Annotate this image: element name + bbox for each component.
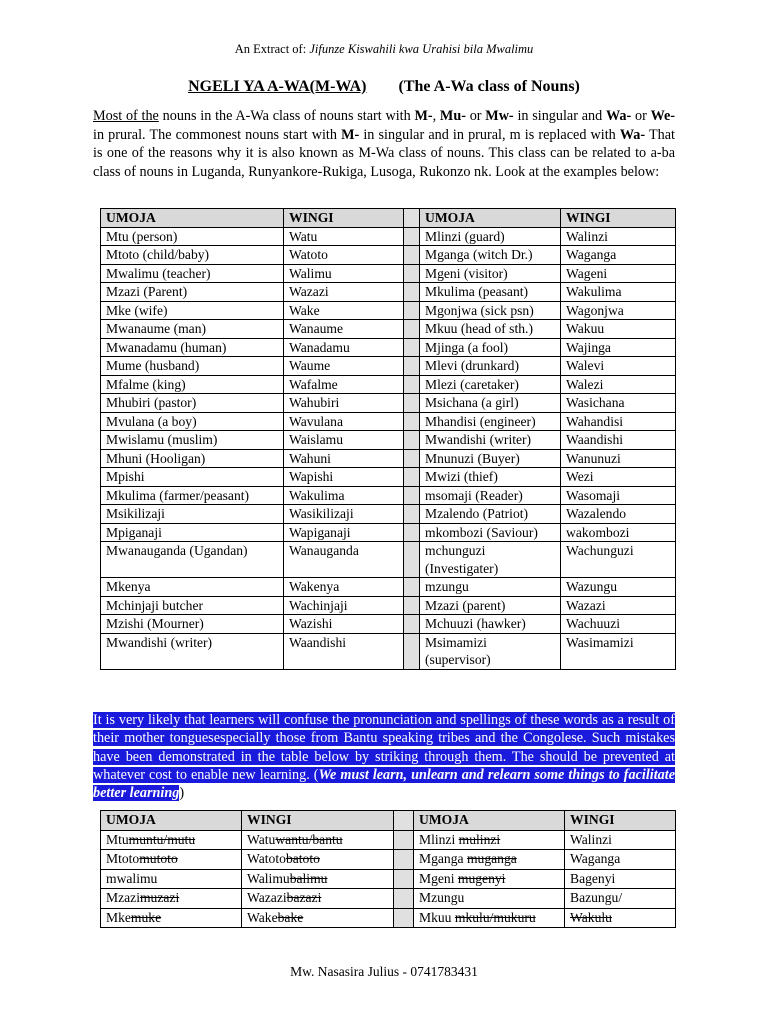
table-cell: Mwislamu (muslim) — [101, 431, 284, 450]
intro-text: in singular and — [513, 108, 606, 124]
table-cell: Mke (wife) — [101, 301, 284, 320]
table-cell — [414, 908, 565, 928]
correct-form: Watoto — [247, 851, 286, 866]
column-separator — [404, 486, 420, 505]
column-separator — [394, 908, 414, 928]
intro-text: nouns in the A-Wa class of nouns start with — [158, 108, 415, 124]
table-row — [101, 264, 676, 283]
column-separator — [394, 811, 414, 831]
table-cell: Wasimamizi — [561, 633, 676, 669]
intro-text: in singular and in prural, m is replaced with — [359, 126, 620, 143]
table-cell: Mlinzi (guard) — [420, 227, 561, 246]
title-sub: (The A-Wa class of Nouns) — [398, 78, 580, 95]
struck-wrong-form: bake — [277, 909, 304, 925]
table-row — [101, 431, 676, 450]
column-header: WINGI — [242, 811, 394, 831]
table-row — [101, 633, 676, 669]
column-separator — [404, 633, 420, 669]
table-cell: Mzishi (Mourner) — [101, 615, 284, 634]
column-separator — [404, 209, 420, 228]
table-cell: Wanauganda — [284, 542, 404, 578]
highlighted-text: It is very likely that learners will confuse the pronunciation and spellings of these words as a result of their mother tonguesespecially those from Bantu speaking tribes and the Congolese. Such mistakes have been demonstrated in the table below by striking through them. The should be prevented at whatever cost to enable new learning. ( — [93, 712, 675, 783]
struck-wrong-form: mugenyi — [457, 870, 506, 886]
table-cell: Mnunuzi (Buyer) — [420, 449, 561, 468]
column-header: WINGI — [565, 811, 676, 831]
column-separator — [394, 830, 414, 850]
table-cell — [565, 830, 676, 850]
correct-form: Mtu — [106, 831, 129, 847]
struck-wrong-form: mulinzi — [458, 831, 501, 847]
column-separator — [404, 468, 420, 487]
column-header: UMOJA — [414, 811, 565, 831]
column-separator — [394, 869, 414, 889]
table-cell — [101, 850, 242, 870]
column-separator — [404, 357, 420, 376]
table-cell: wakombozi — [561, 523, 676, 542]
struck-wrong-form: balimu — [289, 870, 328, 886]
table-cell — [242, 830, 394, 850]
mistakes-table — [100, 810, 676, 928]
table-cell: Watu — [284, 227, 404, 246]
table-cell: Mzazi (Parent) — [101, 283, 284, 302]
table-cell: Wanunuzi — [561, 449, 676, 468]
correct-form: Mtoto — [106, 851, 140, 866]
table-cell — [242, 850, 394, 870]
struck-wrong-form: Wakulu — [570, 909, 612, 925]
correct-form: mwalimu — [106, 870, 158, 886]
struck-wrong-form: bazazi — [286, 890, 322, 905]
table-row — [101, 889, 676, 909]
table-row — [101, 283, 676, 302]
struck-wrong-form: muzazi — [139, 890, 180, 905]
column-separator — [404, 578, 420, 597]
table-cell: Wachinjaji — [284, 596, 404, 615]
table-cell: Mhubiri (pastor) — [101, 394, 284, 413]
table-row — [101, 908, 676, 928]
column-header: UMOJA — [101, 209, 284, 228]
table-row — [101, 375, 676, 394]
table-cell: Msichana (a girl) — [420, 394, 561, 413]
table-row — [101, 246, 676, 265]
table-cell: Mhuni (Hooligan) — [101, 449, 284, 468]
table-cell — [414, 889, 565, 909]
table-row — [101, 412, 676, 431]
table-row — [101, 869, 676, 889]
table-cell: Mkulima (farmer/peasant) — [101, 486, 284, 505]
table-cell: Wakenya — [284, 578, 404, 597]
intro-bold: Mw- — [485, 108, 514, 124]
table-cell: Mtoto (child/baby) — [101, 246, 284, 265]
table-cell: Mume (husband) — [101, 357, 284, 376]
column-separator — [404, 338, 420, 357]
table-cell: Wapishi — [284, 468, 404, 487]
correct-form: Bazungu/ — [570, 890, 623, 905]
table-cell: Wazazi — [284, 283, 404, 302]
table-cell: Mwizi (thief) — [420, 468, 561, 487]
table-cell: Mjinga (a fool) — [420, 338, 561, 357]
table-row — [101, 596, 676, 615]
table-cell: Mzazi (parent) — [420, 596, 561, 615]
table-cell: Msimamizi (supervisor) — [420, 633, 561, 669]
table-cell: Mgeni (visitor) — [420, 264, 561, 283]
struck-wrong-form: muntu/mutu — [128, 831, 196, 847]
table-cell: Wanaume — [284, 320, 404, 339]
table-cell — [414, 850, 565, 870]
table-cell: Wachuuzi — [561, 615, 676, 634]
table-cell: Mwanadamu (human) — [101, 338, 284, 357]
table-cell — [101, 830, 242, 850]
table-cell — [242, 889, 394, 909]
table-cell: Wasomaji — [561, 486, 676, 505]
table-cell: Walezi — [561, 375, 676, 394]
highlight-close: ) — [179, 785, 185, 802]
table-cell: Wafalme — [284, 375, 404, 394]
table-cell: mzungu — [420, 578, 561, 597]
column-separator — [404, 301, 420, 320]
column-header: WINGI — [561, 209, 676, 228]
table-row — [101, 830, 676, 850]
table-cell: Mwalimu (teacher) — [101, 264, 284, 283]
table-cell: Mzalendo (Patriot) — [420, 505, 561, 524]
correct-form: Mgeni — [419, 870, 458, 886]
intro-bold: M- — [341, 126, 360, 143]
column-header: UMOJA — [420, 209, 561, 228]
table-row — [101, 449, 676, 468]
table-cell: Wazungu — [561, 578, 676, 597]
column-separator — [404, 505, 420, 524]
intro-text: , — [432, 108, 440, 124]
column-separator — [404, 542, 420, 578]
column-separator — [394, 850, 414, 870]
table-cell: Wasichana — [561, 394, 676, 413]
correct-form: Mzungu — [419, 890, 465, 905]
column-separator — [394, 889, 414, 909]
table-cell — [414, 869, 565, 889]
page-title — [0, 78, 768, 96]
table-cell: Wezi — [561, 468, 676, 487]
table-cell — [101, 889, 242, 909]
column-separator — [404, 449, 420, 468]
table-cell: Walevi — [561, 357, 676, 376]
table-cell: Wagonjwa — [561, 301, 676, 320]
column-separator — [404, 320, 420, 339]
table-row — [101, 320, 676, 339]
table-cell: Mganga (witch Dr.) — [420, 246, 561, 265]
table-cell: Mkenya — [101, 578, 284, 597]
table-cell: Waandishi — [284, 633, 404, 669]
table-cell: Wahubiri — [284, 394, 404, 413]
table-cell: Mtu (person) — [101, 227, 284, 246]
table-cell: Mhandisi (engineer) — [420, 412, 561, 431]
correct-form: Bagenyi — [570, 870, 616, 886]
table-cell: Wahandisi — [561, 412, 676, 431]
table-cell: Wazalendo — [561, 505, 676, 524]
table-header-row — [101, 811, 676, 831]
table-cell: Mwandishi (writer) — [420, 431, 561, 450]
table-cell: Mwandishi (writer) — [101, 633, 284, 669]
table-cell: Wageni — [561, 264, 676, 283]
table-cell: Wakuu — [561, 320, 676, 339]
column-separator — [404, 394, 420, 413]
intro-bold: We- — [650, 108, 675, 124]
column-separator — [404, 375, 420, 394]
table-cell — [101, 908, 242, 928]
column-separator — [404, 523, 420, 542]
correct-form: Walinzi — [570, 831, 612, 847]
table-cell: Mlezi (caretaker) — [420, 375, 561, 394]
correct-form: Wake — [247, 909, 278, 925]
table-cell: mkombozi (Saviour) — [420, 523, 561, 542]
table-cell — [242, 908, 394, 928]
table-cell — [565, 850, 676, 870]
table-cell — [242, 869, 394, 889]
column-separator — [404, 431, 420, 450]
table-cell: Walinzi — [561, 227, 676, 246]
nouns-table — [100, 208, 676, 670]
correct-form: Walimu — [247, 870, 290, 886]
column-separator — [404, 615, 420, 634]
intro-text: or — [631, 108, 651, 124]
table-cell: Mkuu (head of sth.) — [420, 320, 561, 339]
intro-underlined: Most of the — [93, 108, 159, 124]
table-cell: Wachunguzi — [561, 542, 676, 578]
warning-paragraph — [93, 711, 675, 802]
table-row — [101, 338, 676, 357]
table-cell: Wajinga — [561, 338, 676, 357]
correct-form: Mzazi — [106, 890, 140, 905]
correct-form: Watu — [247, 831, 276, 847]
struck-wrong-form: wantu/bantu — [275, 831, 343, 847]
table-cell — [565, 889, 676, 909]
intro-text: That is one of the reasons why it is also known as M-Wa class of nouns. This class can be related to a-ba class of nouns in Luganda, Runyankore-Rukiga, Lusoga, Rukonzo nk. Look at the examples below: — [93, 126, 675, 180]
table-cell — [414, 830, 565, 850]
correct-form: Mganga — [419, 851, 467, 866]
extract-prefix: An Extract of: — [234, 42, 310, 56]
table-cell: Wakulima — [561, 283, 676, 302]
table-cell: Mwanauganda (Ugandan) — [101, 542, 284, 578]
extract-book-title: Jifunze Kiswahili kwa Urahisi bila Mwalimu — [309, 42, 534, 56]
table-row — [101, 505, 676, 524]
table-row — [101, 301, 676, 320]
table-cell: Mchinjaji butcher — [101, 596, 284, 615]
struck-wrong-form: batoto — [285, 851, 320, 866]
table-row — [101, 468, 676, 487]
column-header: UMOJA — [101, 811, 242, 831]
table-cell: Wahuni — [284, 449, 404, 468]
column-separator — [404, 596, 420, 615]
table-row — [101, 486, 676, 505]
table-cell: Mvulana (a boy) — [101, 412, 284, 431]
intro-bold: Wa- — [605, 108, 632, 124]
table-cell: Wanadamu — [284, 338, 404, 357]
correct-form: Wazazi — [247, 890, 287, 905]
struck-wrong-form: mkulu/mukuru — [454, 909, 536, 925]
column-separator — [404, 283, 420, 302]
table-row — [101, 615, 676, 634]
table-cell: Waume — [284, 357, 404, 376]
table-cell: Waandishi — [561, 431, 676, 450]
table-cell: Mchuuzi (hawker) — [420, 615, 561, 634]
column-separator — [404, 412, 420, 431]
intro-text: or — [465, 108, 486, 124]
table-cell: Wazishi — [284, 615, 404, 634]
column-header: WINGI — [284, 209, 404, 228]
table-cell: Walimu — [284, 264, 404, 283]
correct-form: Waganga — [570, 851, 621, 866]
table-cell — [565, 869, 676, 889]
highlighted-emphasis: We must learn, unlearn and relearn some things to facilitate better learning — [93, 766, 675, 802]
column-separator — [404, 227, 420, 246]
table-cell: Mpishi — [101, 468, 284, 487]
table-row — [101, 542, 676, 578]
table-cell: Msikilizaji — [101, 505, 284, 524]
correct-form: Mkuu — [419, 909, 455, 925]
struck-wrong-form: muke — [130, 909, 162, 925]
correct-form: Mlinzi — [419, 831, 459, 847]
table-row — [101, 523, 676, 542]
table-cell: Mwanaume (man) — [101, 320, 284, 339]
table-cell: Mpiganaji — [101, 523, 284, 542]
table-cell: Waganga — [561, 246, 676, 265]
table-row — [101, 578, 676, 597]
table-cell: msomaji (Reader) — [420, 486, 561, 505]
table-cell: Wavulana — [284, 412, 404, 431]
table-cell: Waislamu — [284, 431, 404, 450]
correct-form: Mke — [106, 909, 131, 925]
table-row — [101, 227, 676, 246]
footer-author: Mw. Nasasira Julius - 0741783431 — [290, 964, 478, 979]
table-cell — [565, 908, 676, 928]
struck-wrong-form: muganga — [466, 851, 517, 866]
intro-bold: Wa- — [619, 126, 646, 143]
column-separator — [404, 264, 420, 283]
column-separator — [404, 246, 420, 265]
extract-header — [0, 42, 768, 57]
table-cell: Mgonjwa (sick psn) — [420, 301, 561, 320]
table-cell: Watoto — [284, 246, 404, 265]
title-main: NGELI YA A-WA(M-WA) — [188, 78, 367, 95]
table-cell: Wazazi — [561, 596, 676, 615]
table-cell: Mlevi (drunkard) — [420, 357, 561, 376]
table-cell: Wapiganaji — [284, 523, 404, 542]
table-row — [101, 357, 676, 376]
table-cell — [101, 869, 242, 889]
table-header-row — [101, 209, 676, 228]
table-cell: mchunguzi (Investigater) — [420, 542, 561, 578]
struck-wrong-form: mutoto — [139, 851, 178, 866]
table-cell: Wake — [284, 301, 404, 320]
table-row — [101, 850, 676, 870]
table-cell: Wasikilizaji — [284, 505, 404, 524]
intro-text: in prural. The commonest nouns start with — [93, 126, 342, 143]
intro-bold: M- — [414, 108, 433, 124]
table-row — [101, 394, 676, 413]
table-cell: Mkulima (peasant) — [420, 283, 561, 302]
intro-paragraph — [93, 107, 675, 181]
intro-bold: Mu- — [439, 108, 466, 124]
table-cell: Wakulima — [284, 486, 404, 505]
table-cell: Mfalme (king) — [101, 375, 284, 394]
